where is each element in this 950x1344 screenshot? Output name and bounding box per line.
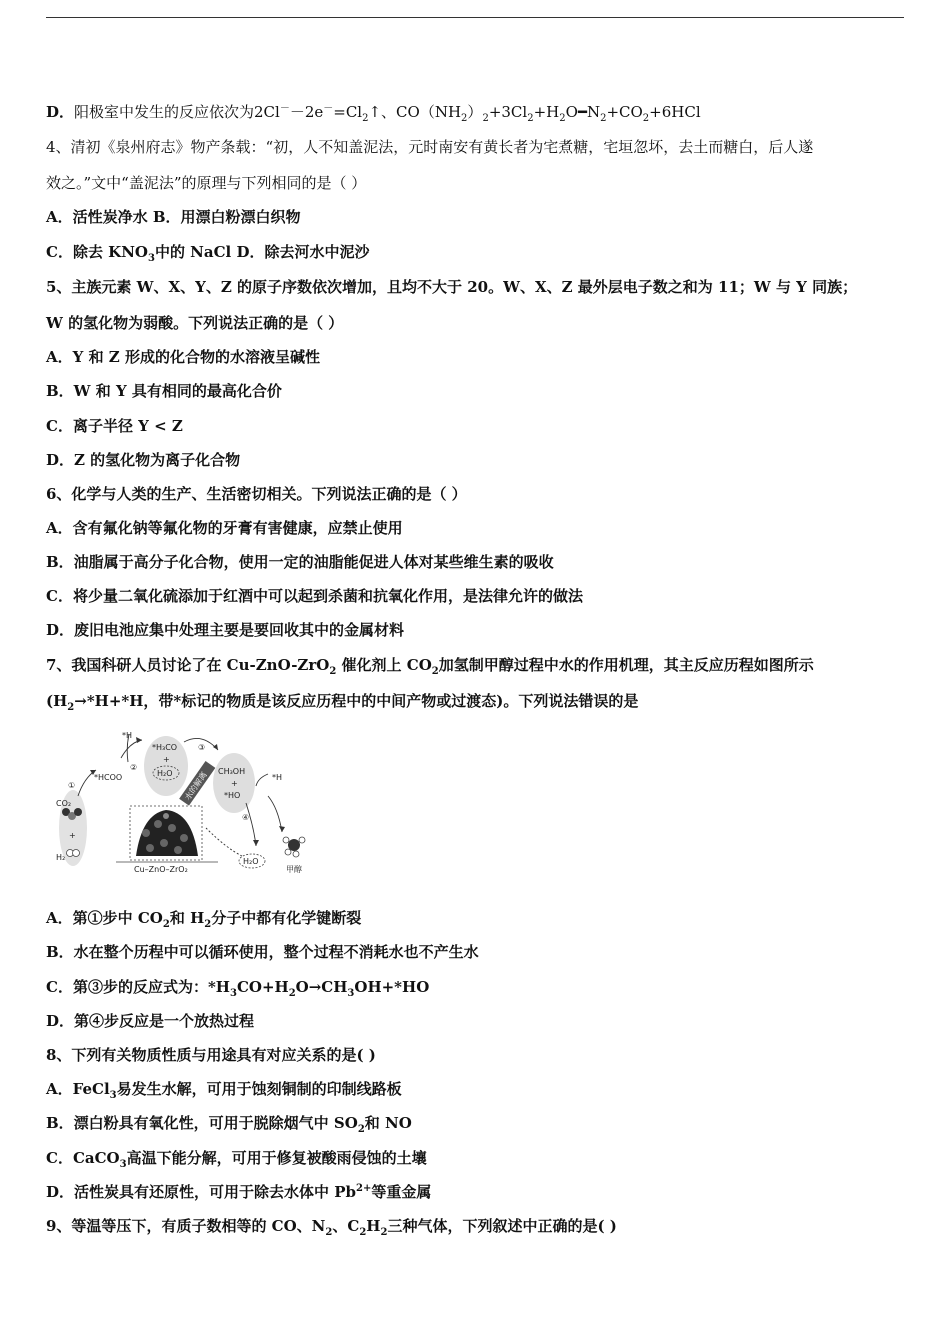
q7-stem-line1: 7、我国科研人员讨论了在 Cu-ZnO-ZrO$_2$ 催化剂上 $CO_2$加氢制甲醇过程中水的作用机理，其主反应历程如图所示 (46, 656, 814, 677)
q4-options-ab: A．活性炭净水 B．用漂白粉漂白织物 (46, 208, 301, 226)
svg-text:Cu–ZnO–ZrO₂: Cu–ZnO–ZrO₂ (134, 865, 188, 874)
q8-option-a: A．FeCl$_3$易发生水解，可用于蚀刻铜制的印制线路板 (46, 1080, 402, 1101)
q6-option-b: B．油脂属于高分子化合物，使用一定的油脂能促进人体对某些维生素的吸收 (46, 553, 554, 571)
svg-text:+: + (163, 755, 170, 764)
q7-option-b: B．水在整个历程中可以循环使用，整个过程不消耗水也不产生水 (46, 943, 479, 961)
q5-option-b: B．W 和 Y 具有相同的最高化合价 (46, 382, 282, 400)
q7-option-c: C．第③步的反应式为：$*H_3CO+H_2O\to CH_3OH+*HO$ (46, 978, 430, 999)
svg-text:①: ① (68, 781, 76, 790)
q4-options-cd: C．除去 $KNO_3$中的 NaCl D．除去河水中泥沙 (46, 243, 370, 264)
q8-option-b: B．漂白粉具有氧化性，可用于脱除烟气中 $SO_2$和 NO (46, 1114, 412, 1135)
svg-text:H₂: H₂ (56, 853, 66, 862)
q6-option-d: D．废旧电池应集中处理主要是要回收其中的金属材料 (46, 621, 405, 639)
svg-text:③: ③ (198, 743, 206, 752)
q7-stem-line2: ($H_2\to*H+*H$，带*标记的物质是该反应历程中的中间产物或过渡态)。下列说法错误的是 (46, 692, 639, 713)
header-rule (46, 17, 904, 18)
svg-text:*HCOO: *HCOO (94, 773, 123, 782)
methanol-molecule-icon (283, 837, 305, 857)
svg-text:*H: *H (272, 773, 283, 782)
q6-stem: 6、化学与人类的生产、生活密切相关。下列说法正确的是（ ） (46, 485, 467, 503)
svg-text:*HO: *HO (224, 791, 241, 800)
svg-text:+: + (231, 779, 238, 788)
q7-option-a: A．第①步中 $CO_2$和 $H_2$分子中都有化学键断裂 (46, 909, 362, 930)
q5-option-c: C．离子半径 Y < Z (46, 417, 183, 435)
svg-text:+: + (69, 831, 76, 840)
svg-text:CH₃OH: CH₃OH (218, 767, 246, 776)
svg-text:H₂O: H₂O (243, 857, 259, 866)
q8-option-d: D．活性炭具有还原性，可用于除去水体中 $Pb^{2+}$等重金属 (46, 1183, 432, 1201)
q7-option-d: D．第④步反应是一个放热过程 (46, 1012, 255, 1030)
svg-text:CO₂: CO₂ (56, 799, 72, 808)
svg-text:水的解离: 水的解离 (183, 770, 209, 802)
catalyst-particles-icon (130, 806, 202, 860)
q6-option-c: C．将少量二氧化硫添加于红酒中可以起到杀菌和抗氧化作用，是法律允许的做法 (46, 587, 583, 605)
svg-text:④: ④ (242, 813, 250, 822)
q5-stem-line1: 5、主族元素 W、X、Y、Z 的原子序数依次增加，且均不大于 20。W、X、Z 最外层电子数之和为 11；W 与 Y 同族； (46, 278, 858, 296)
q4-stem-line1: 4、清初《泉州府志》物产条载：“初，人不知盖泥法，元时南安有黄长者为宅煮糖，宅垣忽坏，去土而糖白，后人遂 (46, 138, 814, 156)
q8-option-c: C．CaCO$_3$高温下能分解，可用于修复被酸雨侵蚀的土壤 (46, 1149, 427, 1170)
q5-stem-line2: W 的氢化物为弱酸。下列说法正确的是（ ） (46, 314, 344, 332)
h2-molecule-icon (67, 850, 80, 857)
svg-text:②: ② (130, 763, 138, 772)
q8-stem: 8、下列有关物质性质与用途具有对应关系的是( ) (46, 1046, 376, 1064)
q5-option-d: D．Z 的氢化物为离子化合物 (46, 451, 241, 469)
svg-text:甲醇: 甲醇 (286, 865, 302, 874)
q6-option-a: A．含有氟化钠等氟化物的牙膏有害健康，应禁止使用 (46, 519, 403, 537)
q9-stem: 9、等温等压下，有质子数相等的 CO、$N_2$、$C_2H_2$三种气体，下列叙述中正确的是( ) (46, 1217, 617, 1238)
q5-option-a: A．Y 和 Z 形成的化合物的水溶液呈碱性 (46, 348, 320, 366)
svg-text:H₂O: H₂O (157, 769, 173, 778)
q3-option-d: D．阳极室中发生的反应依次为$2Cl^--2e^-=Cl_2↑$、$CO(NH_2)_2+3Cl_2+H_2O━N_2+CO_2+6HCl$ (46, 103, 701, 124)
svg-text:*H₃CO: *H₃CO (152, 743, 178, 752)
svg-text:*H: *H (122, 731, 133, 740)
q4-stem-line2: 效之。”文中“盖泥法”的原理与下列相同的是（ ） (46, 174, 367, 192)
reaction-mechanism-figure (46, 728, 316, 876)
